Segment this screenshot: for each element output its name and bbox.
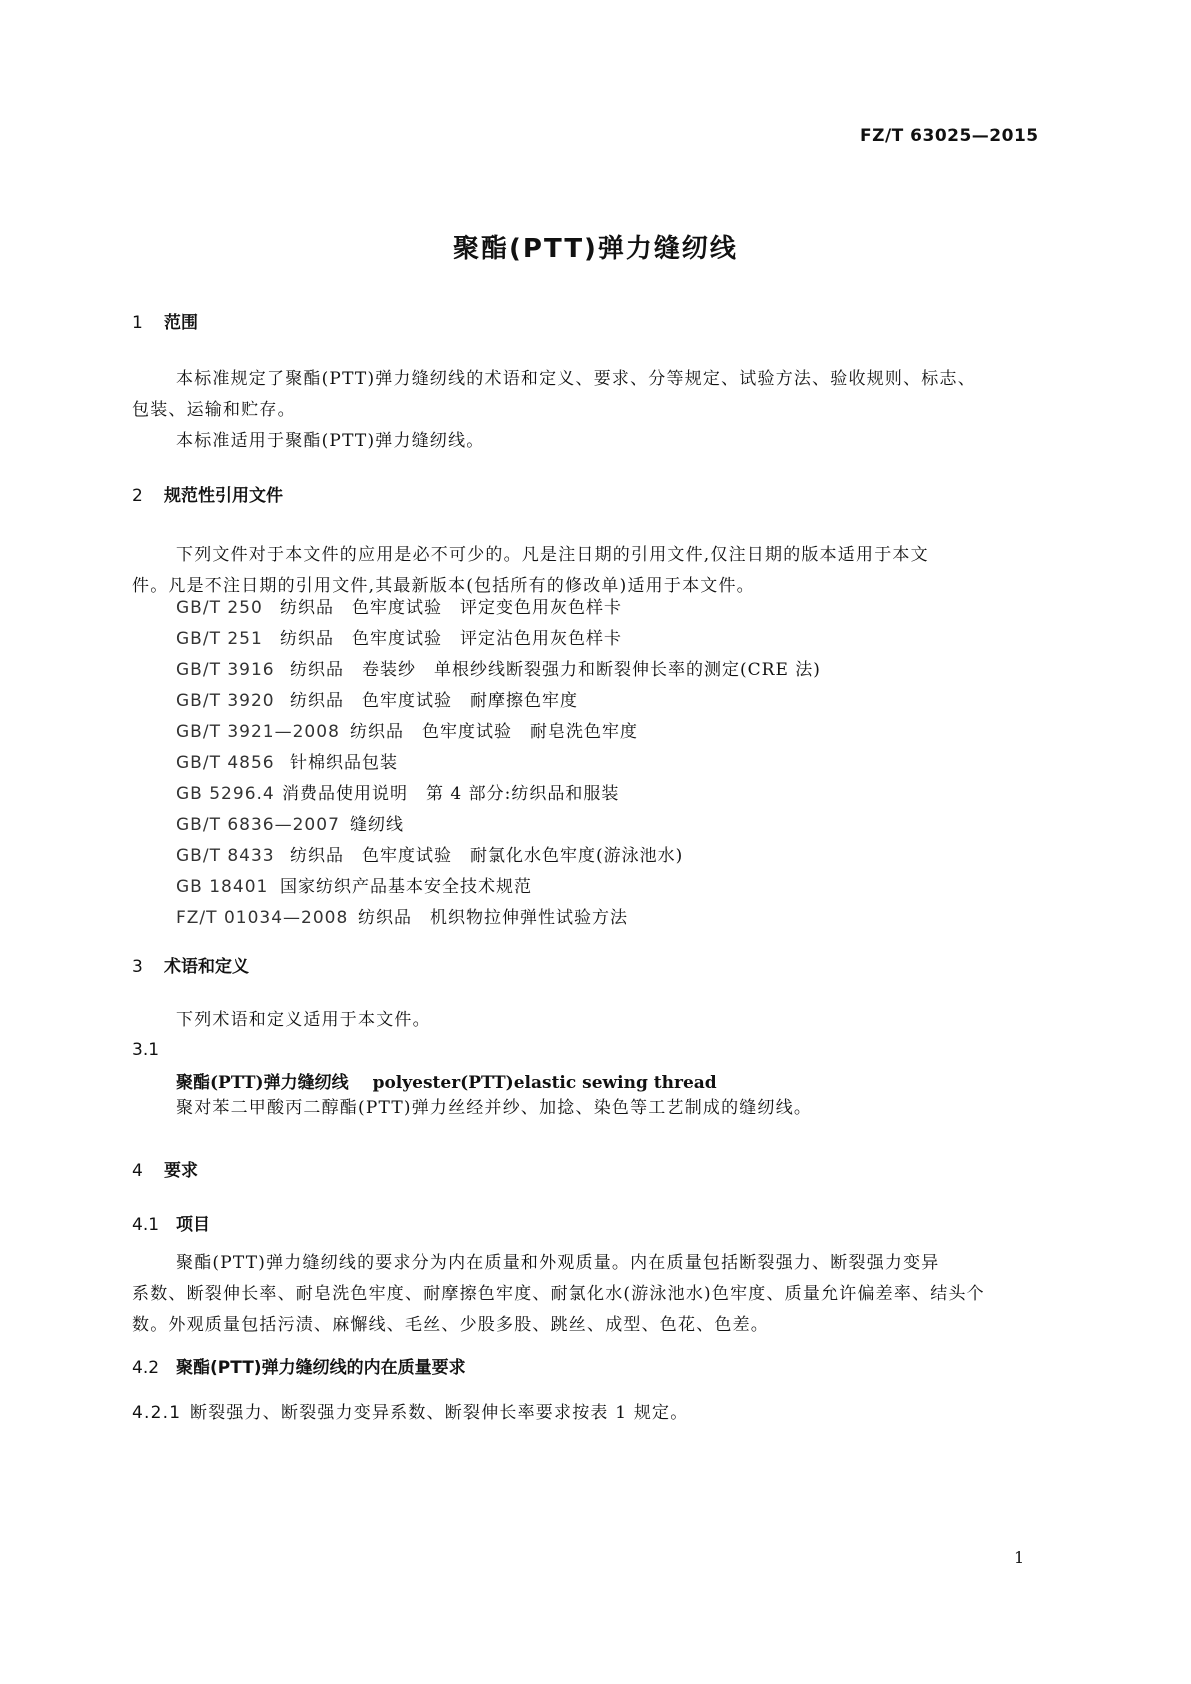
reference-item: [176, 903, 821, 934]
reference-item: [176, 872, 821, 903]
reference-item: [176, 748, 821, 779]
section-number: 2: [132, 486, 143, 506]
paragraph-line: 聚酯(PTT)弹力缝纫线的要求分为内在质量和外观质量。内在质量包括断裂强力、断裂强力变异: [176, 1253, 940, 1273]
section-title: 术语和定义: [164, 957, 249, 977]
section-number: 4: [132, 1161, 143, 1181]
clause-number: 4.2: [132, 1358, 160, 1378]
reference-title: 纺织品 色牢度试验 耐皂洗色牢度: [350, 722, 638, 742]
paragraph-line: 包装、运输和贮存。: [132, 400, 296, 420]
paragraph-line: 下列文件对于本文件的应用是必不可少的。凡是注日期的引用文件,仅注日期的版本适用于本文: [176, 545, 929, 565]
paragraph-line: 数。外观质量包括污渍、麻懈线、毛丝、少股多股、跳丝、成型、色花、色差。: [132, 1315, 769, 1335]
paragraph-line: 本标准规定了聚酯(PTT)弹力缝纫线的术语和定义、要求、分等规定、试验方法、验收规则、标志、: [176, 369, 976, 389]
reference-title: 针棉织品包装: [290, 753, 398, 773]
reference-item: [176, 779, 821, 810]
reference-item: [176, 624, 821, 655]
reference-code: GB/T 3916: [176, 660, 275, 680]
reference-item: [176, 810, 821, 841]
section-3-intro: 下列术语和定义适用于本文件。: [176, 1010, 431, 1030]
section-4-heading: [132, 1156, 198, 1181]
reference-code: GB/T 8433: [176, 846, 275, 866]
clause-text: 断裂强力、断裂强力变异系数、断裂伸长率要求按表 1 规定。: [190, 1403, 689, 1423]
reference-title: 消费品使用说明 第 4 部分:纺织品和服装: [282, 784, 620, 804]
term-english: polyester(PTT)elastic sewing thread: [372, 1073, 717, 1093]
standard-code: FZ/T 63025—2015: [860, 126, 1039, 146]
reference-title: 纺织品 色牢度试验 耐氯化水色牢度(游泳池水): [290, 846, 684, 866]
reference-code: GB/T 4856: [176, 753, 275, 773]
clause-number: 3.1: [132, 1040, 160, 1060]
reference-item: [176, 655, 821, 686]
section-title: 范围: [164, 313, 198, 333]
section-number: 1: [132, 313, 143, 333]
clause-4-2-heading: [132, 1353, 466, 1378]
document-title: 聚酯(PTT)弹力缝纫线: [453, 234, 738, 264]
section-1-body: [132, 364, 976, 457]
page-number: 1: [1014, 1548, 1025, 1567]
reference-title: 纺织品 色牢度试验 耐摩擦色牢度: [290, 691, 578, 711]
reference-title: 国家纺织产品基本安全技术规范: [280, 877, 532, 897]
section-number: 3: [132, 957, 143, 977]
clause-4-2-1: [132, 1398, 688, 1423]
reference-list: [176, 593, 821, 934]
section-1-heading: [132, 308, 198, 333]
reference-code: GB 18401: [176, 877, 269, 897]
reference-code: GB/T 6836—2007: [176, 815, 340, 835]
reference-code: GB/T 3920: [176, 691, 275, 711]
reference-item: [176, 717, 821, 748]
reference-code: GB/T 3921—2008: [176, 722, 340, 742]
reference-item: [176, 593, 821, 624]
reference-title: 纺织品 色牢度试验 评定沾色用灰色样卡: [280, 629, 622, 649]
reference-code: GB/T 251: [176, 629, 263, 649]
reference-title: 缝纫线: [350, 815, 404, 835]
reference-item: [176, 841, 821, 872]
clause-title: 项目: [176, 1215, 210, 1235]
clause-4-1-body: [132, 1248, 985, 1341]
clause-4-1-heading: [132, 1210, 210, 1235]
term-chinese: 聚酯(PTT)弹力缝纫线: [176, 1073, 349, 1093]
paragraph-line: 系数、断裂伸长率、耐皂洗色牢度、耐摩擦色牢度、耐氯化水(游泳池水)色牢度、质量允许偏差率、结头个: [132, 1284, 985, 1304]
section-3-heading: [132, 952, 249, 977]
reference-code: GB/T 250: [176, 598, 263, 618]
reference-title: 纺织品 机织物拉伸弹性试验方法: [358, 908, 628, 928]
clause-title: 聚酯(PTT)弹力缝纫线的内在质量要求: [176, 1358, 466, 1378]
clause-number: 4.2.1: [132, 1403, 182, 1423]
reference-item: [176, 686, 821, 717]
reference-title: 纺织品 卷装纱 单根纱线断裂强力和断裂伸长率的测定(CRE 法): [290, 660, 821, 680]
term-entry: [176, 1068, 717, 1093]
clause-number: 4.1: [132, 1215, 160, 1235]
term-definition: 聚对苯二甲酸丙二醇酯(PTT)弹力丝经并纱、加捻、染色等工艺制成的缝纫线。: [176, 1098, 813, 1118]
section-title: 规范性引用文件: [164, 486, 283, 506]
paragraph-line: 本标准适用于聚酯(PTT)弹力缝纫线。: [176, 431, 485, 451]
reference-code: GB 5296.4: [176, 784, 275, 804]
reference-code: FZ/T 01034—2008: [176, 908, 349, 928]
paragraph-line: 件。凡是不注日期的引用文件,其最新版本(包括所有的修改单)适用于本文件。: [132, 576, 755, 596]
section-2-heading: [132, 481, 283, 506]
reference-title: 纺织品 色牢度试验 评定变色用灰色样卡: [280, 598, 622, 618]
section-title: 要求: [164, 1161, 198, 1181]
